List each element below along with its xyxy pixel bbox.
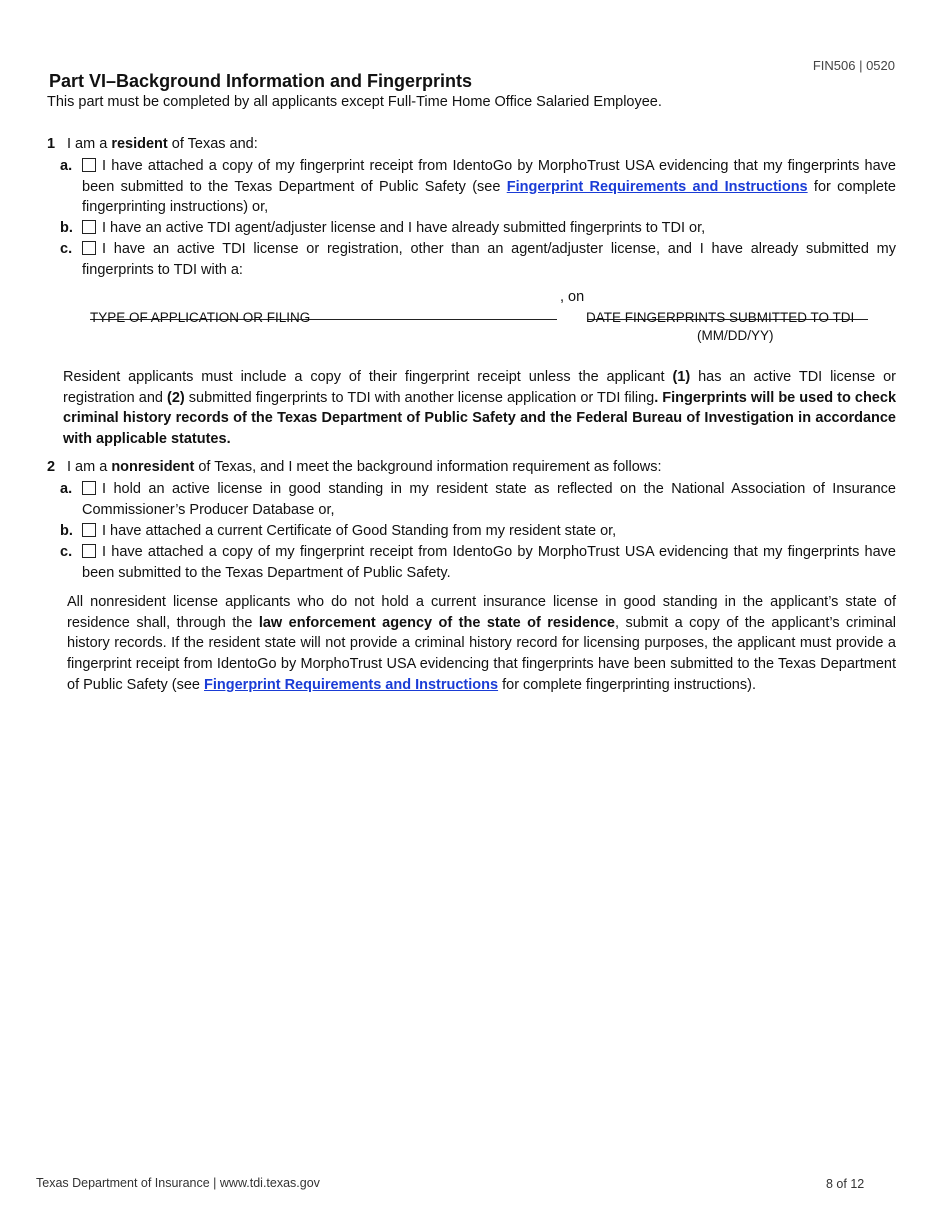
section-2-option-a [60, 479, 896, 520]
note-text: for complete fingerprinting instructions). [498, 676, 756, 693]
section-1-heading [47, 136, 258, 152]
option-text: I have an active TDI agent/adjuster license and I have already submitted fingerprints to TDI or, [102, 220, 706, 236]
on-separator: , on [560, 289, 585, 305]
note-text: All nonresident license applicants who do not hold a current insurance license in good standing in the applicant’s state of residence shall, through the [67, 594, 896, 631]
note-bold: . Fingerprints will be used to check criminal history records of the Texas Department of Public Safety and the Federal Bureau of Investigation in accordance with applicable statutes. [63, 389, 897, 448]
footer-org: Texas Department of Insurance | www.tdi.texas.gov [36, 1176, 320, 1190]
section-intro-text: of Texas and: [167, 136, 258, 152]
note-bold: law enforcement agency of the state of residence [258, 614, 615, 631]
section-1-option-a [60, 156, 896, 218]
section-intro-text: of Texas, and I meet the background information requirement as follows: [194, 459, 662, 475]
section-intro-bold: resident [111, 136, 168, 152]
option-text: I have attached a copy of my fingerprint receipt from IdentoGo by MorphoTrust USA evidencing that my fingerprints have been submitted to the Texas Department of Public Safety (see [82, 158, 896, 195]
option-text: I have attached a copy of my fingerprint receipt from IdentoGo by MorphoTrust USA evidencing that my fingerprints have been submitted to the Texas Department of Public Safety. [82, 544, 896, 581]
option-1a-checkbox[interactable] [82, 158, 96, 172]
option-letter: c. [60, 544, 73, 560]
option-letter: a. [60, 158, 73, 174]
application-type-label: TYPE OF APPLICATION OR FILING [90, 310, 311, 325]
option-text: I have an active TDI license or registration, other than an agent/adjuster license, and I have already submitted my fingerprints to TDI with a: [82, 241, 896, 278]
note-bold: (2) [167, 389, 185, 406]
option-text: for complete fingerprinting instructions) or, [82, 178, 896, 216]
option-letter: b. [60, 220, 73, 236]
section-intro-text: I am a [67, 136, 112, 152]
option-letter: b. [60, 523, 73, 539]
form-id: FIN506 | 0520 [812, 58, 895, 73]
section-1-option-c [60, 239, 896, 280]
page-subtitle: This part must be completed by all applicants except Full-Time Home Office Salaried Employee. [47, 94, 662, 110]
fingerprint-requirements-link[interactable]: Fingerprint Requirements and Instructions [204, 676, 499, 693]
section-2-option-c [60, 542, 896, 583]
section-1-option-b [60, 218, 896, 239]
note-text: submitted fingerprints to TDI with another license application or TDI filing [184, 389, 655, 406]
date-format-label: (MM/DD/YY) [697, 328, 774, 343]
option-letter: c. [60, 241, 73, 257]
page-number: 8 of 12 [826, 1177, 865, 1191]
section-number: 2 [47, 459, 56, 475]
note-bold: (1) [672, 369, 691, 385]
page-title: Part VI–Background Information and Fingerprints [49, 71, 473, 91]
section-intro-text: I am a [67, 459, 112, 475]
note-text: Resident applicants must include a copy of their fingerprint receipt unless the applicant [63, 369, 673, 385]
option-1c-checkbox[interactable] [82, 241, 96, 255]
option-2b-checkbox[interactable] [82, 523, 96, 537]
resident-note [63, 367, 896, 450]
option-2a-checkbox[interactable] [82, 481, 96, 495]
section-2-heading [47, 459, 662, 475]
nonresident-note [67, 592, 896, 696]
section-2-option-b [60, 521, 896, 542]
option-letter: a. [60, 481, 73, 497]
option-text: I hold an active license in good standing in my resident state as reflected on the National Association of Insurance Commissioner’s Producer Database or, [82, 481, 896, 518]
fingerprint-requirements-link[interactable]: Fingerprint Requirements and Instructions [506, 178, 808, 195]
note-text: has an active TDI license or registration and [63, 369, 897, 406]
option-2c-checkbox[interactable] [82, 544, 96, 558]
option-1b-checkbox[interactable] [82, 220, 96, 234]
section-number: 1 [47, 136, 56, 152]
note-text: , submit a copy of the applicant’s criminal history records. If the resident state will not provide a criminal history record for licensing purposes, the applicant must provide a fingerprint receipt from IdentoGo by MorphoTrust USA evidencing that fingerprints have been submitted to the Texas Department of Public Safety (see [67, 614, 896, 693]
section-intro-bold: nonresident [111, 459, 195, 475]
option-text: I have attached a current Certificate of Good Standing from my resident state or, [102, 523, 617, 539]
fingerprint-date-label: DATE FINGERPRINTS SUBMITTED TO TDI [586, 310, 855, 325]
